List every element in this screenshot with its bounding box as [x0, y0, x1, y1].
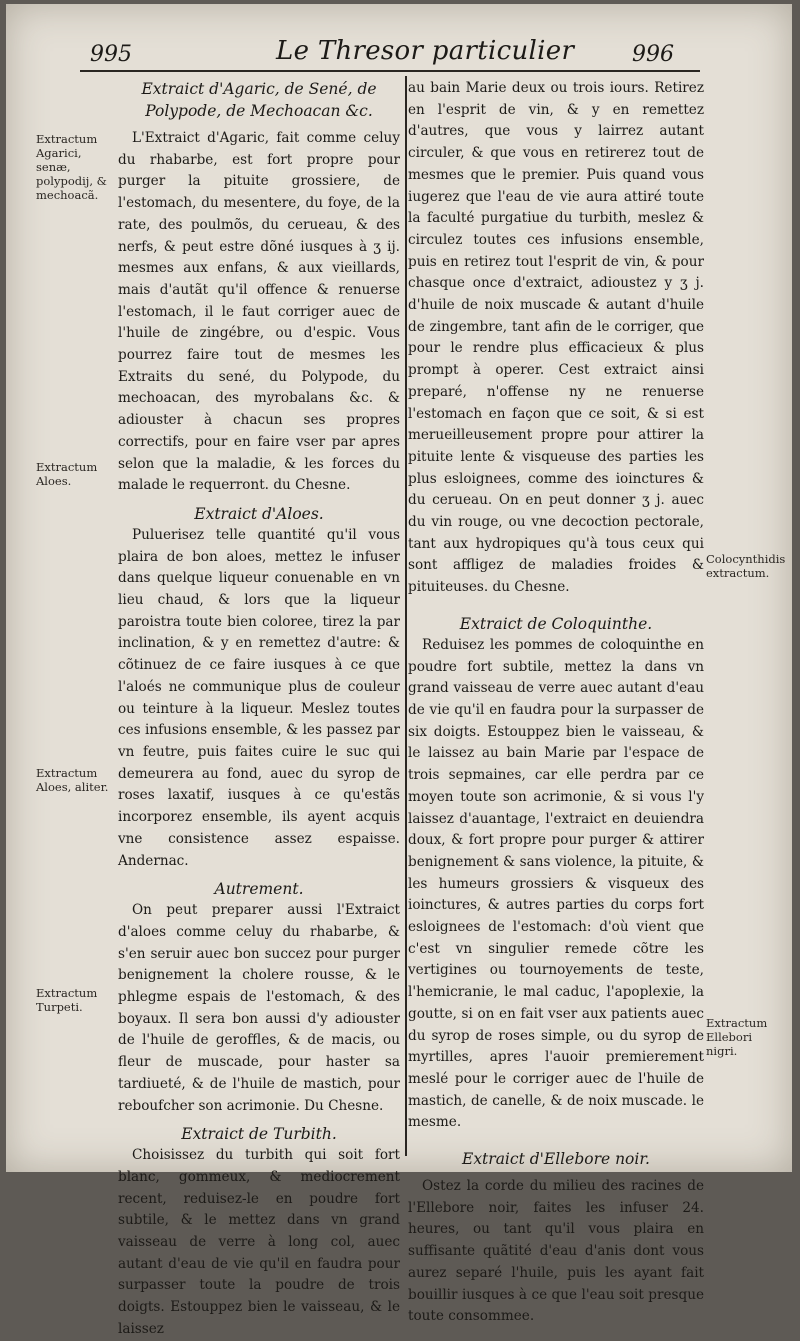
- margin-note-turpeti: Extractum Turpeti.: [36, 986, 98, 1014]
- section-title-autrement: Autrement.: [214, 880, 304, 899]
- column-divider: [405, 76, 407, 1156]
- header-rule: [80, 70, 700, 72]
- section-text-turbith-continued: au bain Marie deux ou trois iours. Retirez en l'esprit de vin, & y en remettez d'autres, que vous y lairrez autant circuler, & que vous en retirerez tout de mesmes que le premier. Puis quand vous iugerez que l'eau de vie aura attiré toute la faculté purgatiue du turbith, meslez & circulez toutes ces infusions ensemble, puis en retirez tout l'esprit de vin, & pour chasque once d'extraict, adioustez y ʒ j. d'huile de noix muscade & autant d'huile de zingembre, tant afin de le corriger, que pour le rendre plus efficacieux & plus prompt à operer. Cest extraict ainsi preparé, n'offense ny ne renuerse l'estomach en façon que ce soit, & si est merueilleusement propre pour attirer la pituite lente & visqueuse des parties les plus esloignees, comme des ioinctures & du cerueau. On en peut donner ʒ j. auec du vin rouge, ou vne decoction pectorale, tant aux hydropiques qu'à tous ceux qui sont affligez de maladies froides & pituiteuses. du Chesne.: [408, 80, 704, 596]
- section-title-coloquinthe: Extraict de Coloquinthe.: [459, 614, 653, 633]
- page-header: [6, 34, 792, 74]
- running-title: Le Thresor particulier: [276, 36, 575, 66]
- section-text-agaric: L'Extraict d'Agaric, fait comme celuy du rhabarbe, est fort propre pour purger la pituite grossiere, de l'estomach, du mesentere, du foye, de la rate, des poulmõs, du cerueau, & des nerfs, & peut estre dõné iusques à ʒ ij. mesmes aux enfans, & aux vieillards, mais d'autãt qu'il offence & renuerse l'estomach, il le faut corriger auec de l'huile de zingébre, ou d'espic. Vous pourrez faire tout de mesmes les Extraits du sené, du Polypode, du mechoacan, des myrobalans &c. & adiouster à chacun ses propres correctifs, pour en faire vser par apres selon que la maladie, & les forces du malade le requerront. du Chesne.: [118, 130, 400, 494]
- margin-note-aloes-aliter: Extractum Aloes, aliter.: [36, 766, 109, 794]
- left-column: [118, 78, 400, 1341]
- section-text-coloquinthe: Reduisez les pommes de coloquinthe en poudre fort subtile, mettez la dans vn grand vaisseau de verre auec autant d'eau de vie qu'il en faudra pour la surpasser de six doigts. Estouppez bien le vaisseau, & le laissez au bain Marie par l'espace de trois sepmaines, car elle perdra par ce moyen toute son acrimonie, & si vous l'y laissez d'auantage, l'extraict en deuiendra doux, & fort propre pour purger & attirer benignement & sans violence, la pituite, & les humeurs grossiers & visqueux des ioinctures, & autres parties du corps fort esloignees de l'estomach: d'où vient que c'est vn singulier remede cõtre les vertigines ou tournoyements de teste, l'hemicranie, le mal caduc, l'apoplexie, la goutte, si on en fait vser aux patients auec du syrop de roses simple, ou du syrop de myrtilles, apres l'auoir premierement meslé pour le corriger auec de l'huile de mastich, de canelle, & de noix muscade. le mesme.: [408, 636, 704, 1131]
- section-title-ellebore: Extraict d'Ellebore noir.: [462, 1150, 650, 1169]
- folio-number-left: 995: [90, 42, 132, 67]
- section-text-autrement: On peut preparer aussi l'Extraict d'aloes comme celuy du rhabarbe, & s'en seruir auec bon succez pour purger benignement la cholere rousse, & le phlegme espais de l'estomach, & des boyaux. Il sera bon aussi d'y adiouster de l'huile de geroffles, & de macis, ou fleur de muscade, pour haster sa tardiueté, & de l'huile de mastich, pour reboufcher son acrimonie. Du Chesne.: [118, 902, 400, 1114]
- right-column: [408, 78, 704, 1328]
- section-text-ellebore: Ostez la corde du milieu des racines de l'Ellebore noir, faites les infuser 24. heures, ou tant qu'il vous plaira en suffisante quãtité d'eau d'anis dont vous aurez separé l'huile, puis les ayant fait bouillir iusques à ce que l'eau soit presque toute consommee.: [408, 1178, 704, 1325]
- margin-note-colocynthidis: Colocynthidis extractum.: [706, 552, 786, 580]
- section-title-agaric: Extraict d'Agaric, de Sené, de Polypode, de Mechoacan &c.: [141, 80, 377, 120]
- margin-note-ellebori: Extractum Ellebori nigri.: [706, 1016, 768, 1058]
- book-page: [6, 4, 792, 1337]
- section-text-turbith: Choisissez du turbith qui soit fort blanc, gommeux, & mediocrement recent, reduisez-le en poudre fort subtile, & le mettez dans vn grand vaisseau de verre à long col, auec autant d'eau de vie qu'il en faudra pour surpasser toute la poudre de trois doigts. Estouppez bien le vaisseau, & le laissez: [118, 1147, 400, 1337]
- section-title-turbith: Extraict de Turbith.: [181, 1125, 337, 1144]
- margin-note-aloes: Extractum Aloes.: [36, 460, 98, 488]
- margin-note-agaric: Extractum Agarici, senæ, polypodij, & mechoacã.: [36, 132, 107, 202]
- folio-number-right: 996: [632, 42, 674, 67]
- section-title-aloes: Extraict d'Aloes.: [194, 504, 324, 523]
- section-text-aloes: Puluerisez telle quantité qu'il vous plaira de bon aloes, mettez le infuser dans quelque liqueur conuenable en vn lieu chaud, & lors que la liqueur paroistra toute bien coloree, tirez la par inclination, & y en remettez d'autre: & cõtinuez de ce faire iusques à ce que l'aloés ne communique plus de couleur ou teinture à la liqueur. Meslez toutes ces infusions ensemble, & les passez par vn feutre, puis faites cuire le suc qui demeurera au fond, auec du syrop de roses laxatif, iusques à ce qu'estãs incorporez ensemble, ils ayent acquis vne consistence assez espaisse. Andernac.: [118, 526, 400, 869]
